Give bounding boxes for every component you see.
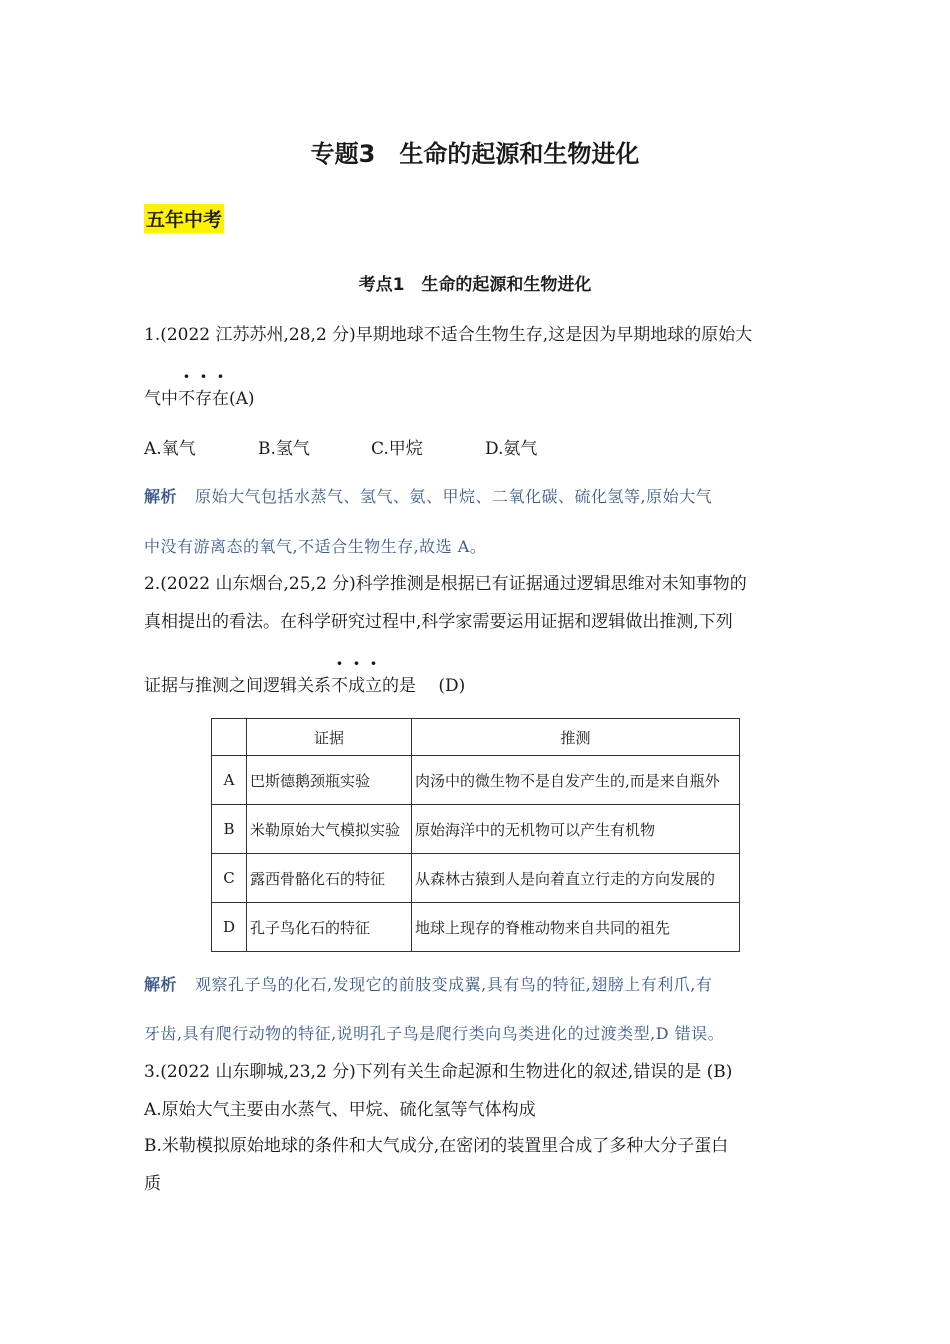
page-title: 专题3 生命的起源和生物进化: [310, 140, 640, 168]
q2-stem-pre: 证据与推测之间逻辑关系: [144, 676, 331, 696]
q1-options: [144, 434, 537, 459]
q1-option-c: C.甲烷: [371, 439, 423, 459]
table-row: [212, 903, 740, 952]
table-cell: B: [212, 805, 247, 854]
table-cell: 孔子鸟化石的特征: [247, 903, 412, 952]
q1-analysis-line1: [144, 484, 712, 507]
q1-stem-pre: 气中: [144, 389, 178, 409]
table-cell: 原始海洋中的无机物可以产生有机物: [412, 805, 740, 854]
q1-option-a: A.氧气: [144, 439, 196, 459]
analysis-label: 解析: [144, 487, 178, 506]
table-header-cell: [212, 719, 247, 756]
emphasis-char: 不: [178, 389, 195, 409]
table-header-row: [212, 719, 740, 756]
emphasis-char: 成: [348, 676, 365, 696]
table-cell: 米勒原始大气模拟实验: [247, 805, 412, 854]
table-row: [212, 756, 740, 805]
table-row: [212, 854, 740, 903]
table-cell: A: [212, 756, 247, 805]
q1-stem-line2: [144, 384, 255, 409]
table-cell: 巴斯德鹅颈瓶实验: [247, 756, 412, 805]
evidence-table: [211, 718, 740, 952]
q1-option-b: B.氢气: [258, 439, 310, 459]
q2-analysis-line2: 牙齿,具有爬行动物的特征,说明孔子鸟是爬行类向鸟类进化的过渡类型,D 错误。: [144, 1024, 725, 1043]
table-cell: 从森林古猿到人是向着直立行走的方向发展的: [412, 854, 740, 903]
table-row: [212, 805, 740, 854]
q3-option-b-line2: 质: [144, 1174, 161, 1194]
analysis-label: 解析: [144, 975, 178, 994]
table-cell: 地球上现存的脊椎动物来自共同的祖先: [412, 903, 740, 952]
q1-analysis-text: 原始大气包括水蒸气、氢气、氨、甲烷、二氧化碳、硫化氢等,原始大气: [195, 487, 713, 506]
q3-option-a: A.原始大气主要由水蒸气、甲烷、硫化氢等气体构成: [144, 1100, 536, 1120]
table-cell: C: [212, 854, 247, 903]
table-cell: D: [212, 903, 247, 952]
emphasis-char: 立: [365, 676, 382, 696]
q1-analysis-line2: 中没有游离态的氧气,不适合生物生存,故选 A。: [144, 537, 487, 556]
q2-stem-line1: 2.(2022 山东烟台,25,2 分)科学推测是根据已有证据通过逻辑思维对未知事物的: [144, 574, 747, 594]
q2-stem-line2: 真相提出的看法。在科学研究过程中,科学家需要运用证据和逻辑做出推测,下列: [144, 612, 733, 632]
q2-analysis-line1: [144, 972, 712, 995]
q1-answer: (A): [229, 389, 255, 409]
emphasis-char: 存: [195, 389, 212, 409]
q1-option-d: D.氨气: [485, 439, 538, 459]
emphasis-char: 不: [331, 676, 348, 696]
q3-stem: 3.(2022 山东聊城,23,2 分)下列有关生命起源和生物进化的叙述,错误的是 (B): [144, 1062, 733, 1082]
q2-answer: 的是 (D): [382, 676, 466, 696]
section-tag: 五年中考: [144, 204, 224, 233]
q2-stem-line3: [144, 671, 465, 696]
table-cell: 肉汤中的微生物不是自发产生的,而是来自瓶外: [412, 756, 740, 805]
topic-heading: 考点1 生命的起源和生物进化: [358, 275, 592, 295]
q2-analysis-text: 观察孔子鸟的化石,发现它的前肢变成翼,具有鸟的特征,翅膀上有利爪,有: [195, 975, 713, 994]
table-header-cell: 推测: [412, 719, 740, 756]
emphasis-char: 在: [212, 389, 229, 409]
table-cell: 露西骨骼化石的特征: [247, 854, 412, 903]
table-header-cell: 证据: [247, 719, 412, 756]
q3-option-b-line1: B.米勒模拟原始地球的条件和大气成分,在密闭的装置里合成了多种大分子蛋白: [144, 1136, 729, 1156]
q1-stem-line1: 1.(2022 江苏苏州,28,2 分)早期地球不适合生物生存,这是因为早期地球的原始大: [144, 325, 753, 345]
